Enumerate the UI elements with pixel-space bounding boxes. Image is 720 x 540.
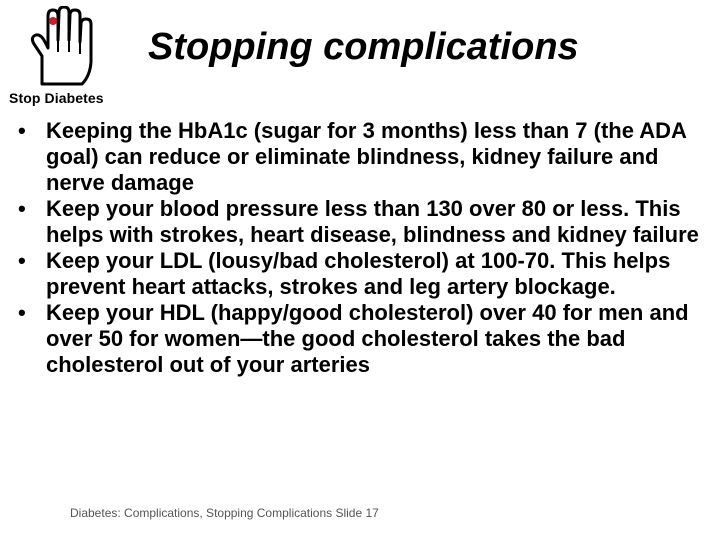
blood-drop-icon [49,17,57,25]
list-item [0,118,720,196]
bullet-text: Keep your HDL (happy/good cholesterol) over 40 for men and over 50 for women—the good cholesterol takes the bad cholesterol out of your arteries [46,300,689,377]
bullet-marker: • [18,118,26,143]
bullet-list [0,118,720,378]
list-item [0,196,720,248]
bullet-text: Keep your blood pressure less than 130 over 80 or less. This helps with strokes, heart disease, blindness and kidney failure [46,196,699,247]
logo-text: Stop Diabetes [9,90,104,106]
page-title: Stopping complications [148,26,579,68]
list-item [0,300,720,378]
slide-footer: Diabetes: Complications, Stopping Complications Slide 17 [70,506,379,520]
bullet-marker: • [18,300,26,325]
stop-diabetes-logo [6,6,128,110]
bullet-marker: • [18,196,26,221]
list-item [0,248,720,300]
bullet-text: Keep your LDL (lousy/bad cholesterol) at 100-70. This helps prevent heart attacks, strokes and leg artery blockage. [46,248,671,299]
stop-hand-icon [28,6,104,88]
bullet-marker: • [18,248,26,273]
bullet-text: Keeping the HbA1c (sugar for 3 months) less than 7 (the ADA goal) can reduce or eliminate blindness, kidney failure and nerve damage [46,118,687,195]
